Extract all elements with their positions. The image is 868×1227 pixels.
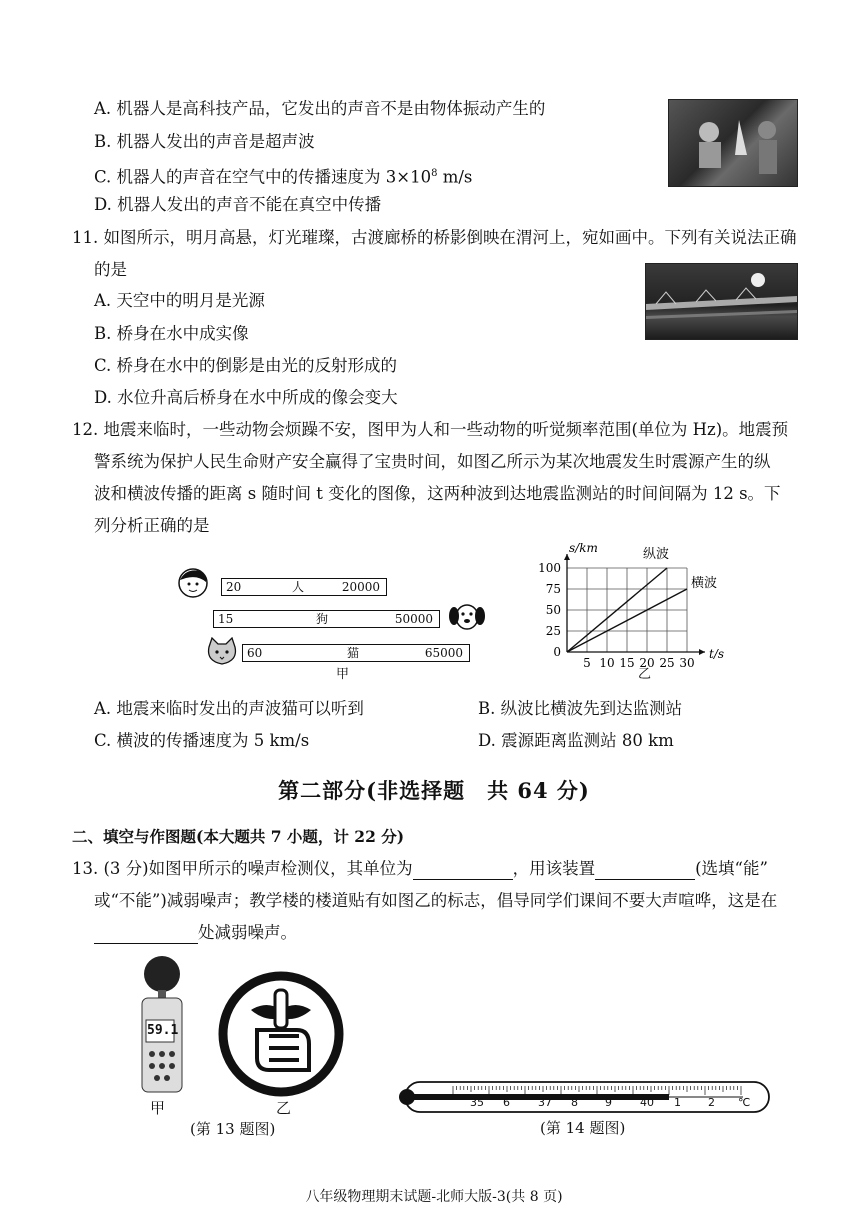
robot-photo-image — [669, 100, 797, 186]
label-yi: 乙 — [276, 1099, 292, 1117]
x-tick-label-0: 5 — [583, 656, 591, 670]
x-tick-label-2: 15 — [619, 656, 635, 670]
q13-blank-3[interactable] — [94, 927, 198, 944]
human-label: 人 — [292, 580, 305, 594]
y-tick-label-2: 50 — [545, 603, 561, 617]
cat-high-freq: 65000 — [424, 646, 463, 660]
cat-head-icon — [204, 637, 240, 667]
q13-figure-caption: (第 13 题图) — [190, 1120, 276, 1138]
quiet-sign-icon — [217, 970, 345, 1098]
q13-line2: 或“不能”)减弱噪声；教学楼的楼道贴有如图乙的标志，倡导同学们课间不要大声喧哗，这是在 — [94, 891, 778, 910]
q10-option-d: D. 机器人发出的声音不能在真空中传播 — [94, 195, 382, 214]
dog-head-icon — [448, 600, 486, 634]
series-label-1: 横波 — [691, 576, 718, 591]
q12-stem-line1: 12. 地震来临时，一些动物会烦躁不安，图甲为人和一些动物的听觉频率范围(单位为 Hz)。地震预 — [72, 420, 789, 439]
thermometer-label-2: 37 — [538, 1096, 552, 1109]
cat-label: 猫 — [347, 646, 360, 660]
q12-option-b: B. 纵波比横波先到达监测站 — [478, 699, 683, 718]
q14-figure-caption: (第 14 题图) — [540, 1119, 626, 1137]
section-heading: 二、填空与作图题(本大题共 7 小题，计 22 分) — [72, 827, 405, 846]
thermometer-label-7: 2 — [708, 1096, 715, 1109]
x-tick-label-4: 25 — [659, 656, 675, 670]
thermometer-label-5: 40 — [640, 1096, 654, 1109]
q10-option-c-exponent: 8 — [431, 168, 438, 179]
x-axis-label: t/s — [709, 647, 725, 661]
q12-stem-line2: 警系统为保护人民生命财产安全赢得了宝贵时间，如图乙所示为某次地震发生时震源产生的纵 — [94, 452, 771, 471]
q13-line3 — [94, 922, 297, 944]
figure-yi-chart — [530, 540, 730, 685]
x-axis-arrow — [699, 649, 705, 655]
q10-option-c — [94, 163, 472, 189]
q13-line1-text-a: 13. (3 分)如图甲所示的噪声检测仪，其单位为 — [72, 859, 413, 878]
q12-option-c: C. 横波的传播速度为 5 km/s — [94, 731, 310, 750]
figure-yi-label: 乙 — [638, 667, 652, 682]
q12-option-a: A. 地震来临时发出的声波猫可以听到 — [94, 699, 364, 718]
q12-stem-line4: 列分析正确的是 — [94, 516, 210, 535]
label-jia: 甲 — [150, 1099, 166, 1117]
q11-option-d: D. 水位升高后桥身在水中所成的像会变大 — [94, 388, 398, 407]
q13-line3-text: 处减弱噪声。 — [198, 923, 297, 942]
robot-photo — [668, 99, 798, 187]
q12-stem-line3: 波和横波传播的距离 s 随时间 t 变化的图像，这两种波到达地震监测站的时间间隔为 12 s。下 — [94, 484, 781, 503]
q11-option-b: B. 桥身在水中成实像 — [94, 324, 249, 343]
human-head-icon — [176, 566, 210, 600]
q13-line1-text-c: (选填“能” — [695, 859, 768, 878]
q11-option-c: C. 桥身在水中的倒影是由光的反射形成的 — [94, 356, 398, 375]
y-axis-label: s/km — [569, 541, 598, 555]
part2-heading: 第二部分(非选择题 共 64 分) — [278, 778, 590, 803]
bridge-photo — [645, 263, 798, 340]
q10-option-c-unit: m/s — [437, 167, 473, 187]
y-tick-label-3: 75 — [545, 582, 561, 596]
q11-stem-line1: 11. 如图所示，明月高悬，灯光璀璨，古渡廊桥的桥影倒映在渭河上，宛如画中。下列有关说法正确 — [72, 228, 797, 247]
q13-blank-2[interactable] — [595, 863, 695, 880]
q13-line1-text-b: ，用该装置 — [512, 859, 596, 878]
cat-low-freq: 60 — [247, 646, 263, 660]
hearing-bar-cat — [242, 644, 470, 662]
q12-option-d: D. 震源距离监测站 80 km — [478, 731, 674, 750]
y-tick-label-0: 0 — [553, 645, 561, 659]
human-high-freq: 20000 — [341, 580, 380, 594]
thermometer-label-8: ℃ — [738, 1096, 751, 1109]
thermometer-label-6: 1 — [674, 1096, 681, 1109]
x-tick-label-5: 30 — [679, 656, 695, 670]
noise-meter-reading: 59.1 — [147, 1023, 179, 1038]
q13-blank-1[interactable] — [413, 863, 513, 880]
dog-high-freq: 50000 — [394, 612, 433, 626]
y-tick-label-1: 25 — [545, 624, 561, 638]
dog-low-freq: 15 — [218, 612, 234, 626]
dog-label: 狗 — [316, 612, 329, 626]
thermometer-label-3: 8 — [571, 1096, 578, 1109]
q10-option-c-text: C. 机器人的声音在空气中的传播速度为 3×10 — [94, 167, 432, 187]
x-tick-label-1: 10 — [599, 656, 615, 670]
thermometer-label-1: 6 — [503, 1096, 510, 1109]
series-label-0: 纵波 — [643, 547, 670, 562]
thermometer-label-0: 35 — [470, 1096, 484, 1109]
page-footer: 八年级物理期末试题-北师大版-3(共 8 页) — [305, 1189, 563, 1205]
q10-option-a: A. 机器人是高科技产品，它发出的声音不是由物体振动产生的 — [94, 99, 546, 118]
bridge-photo-image — [646, 264, 797, 339]
human-low-freq: 20 — [226, 580, 242, 594]
y-tick-label-4: 100 — [538, 561, 561, 575]
hearing-bar-human — [221, 578, 387, 596]
q11-stem-line2: 的是 — [94, 260, 127, 279]
x-tick-label-3: 20 — [639, 656, 655, 670]
q13-line1 — [72, 858, 768, 880]
thermometer-label-4: 9 — [605, 1096, 612, 1109]
hearing-bar-dog — [213, 610, 440, 628]
q11-option-a: A. 天空中的明月是光源 — [94, 291, 265, 310]
figure-jia-label: 甲 — [336, 667, 350, 682]
thermometer — [393, 1078, 775, 1116]
q10-option-b: B. 机器人发出的声音是超声波 — [94, 132, 315, 151]
